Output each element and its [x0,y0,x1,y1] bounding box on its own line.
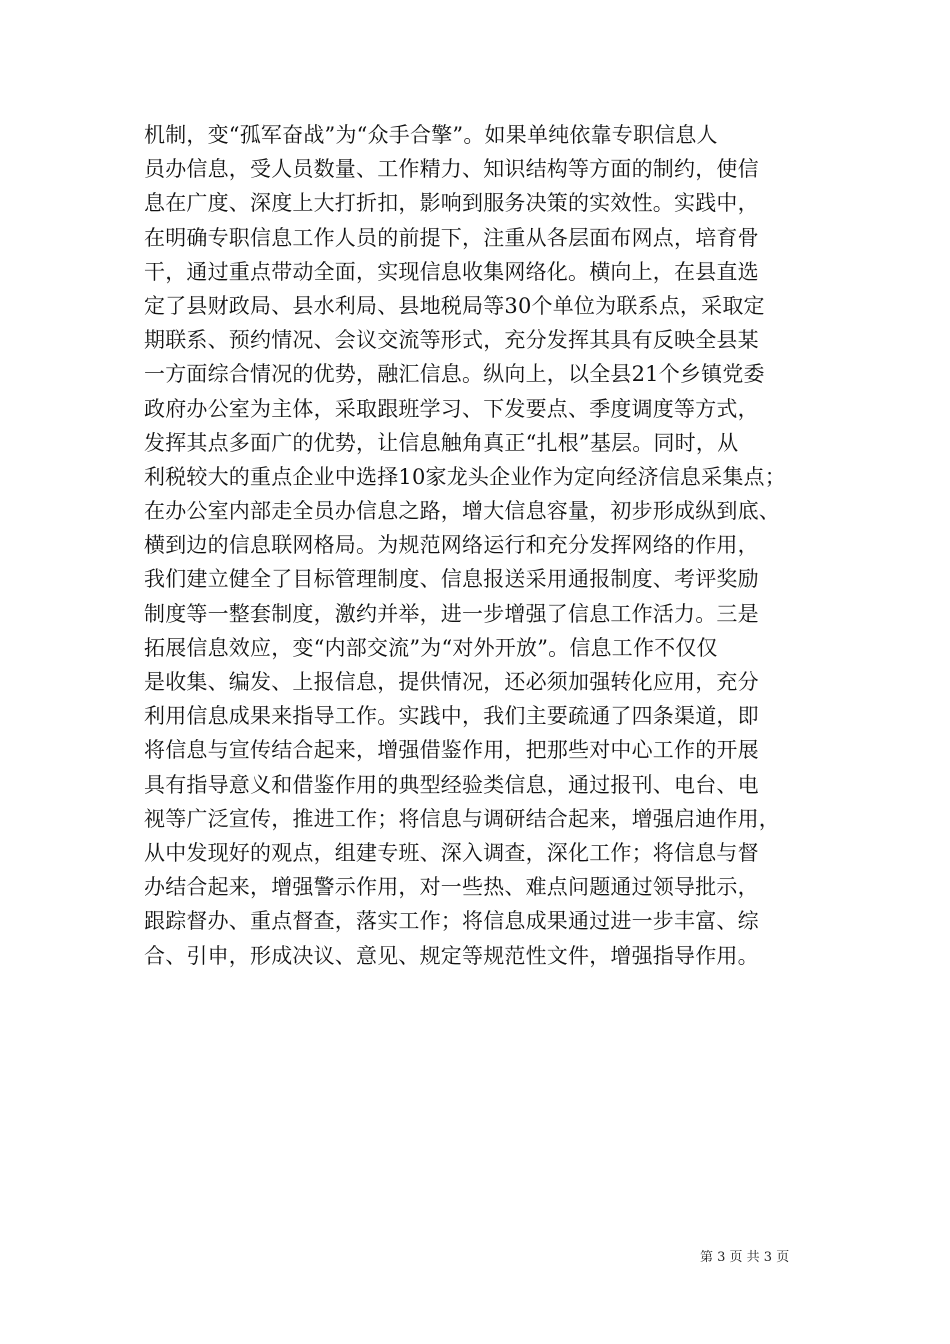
text-line: 制度等一整套制度，激约并举，进一步增强了信息工作活力。三是 [144,601,759,626]
text-line: 将信息与宣传结合起来，增强借鉴作用，把那些对中心工作的开展 [144,738,759,763]
text-line: 办结合起来，增强警示作用，对一些热、难点问题通过领导批示， [144,875,759,900]
text-line: 是收集、编发、上报信息，提供情况，还必须加强转化应用，充分 [144,670,759,694]
text-line: 发挥其点多面广的优势，让信息触角真正“扎根”基层。同时，从 [144,430,739,455]
text-line: 利税较大的重点企业中选择10家龙头企业作为定向经济信息采集点； [144,464,786,489]
text-line: 合、引申，形成决议、意见、规定等规范性文件，增强指导作用。 [144,943,759,968]
text-line: 期联系、预约情况、会议交流等形式，充分发挥其具有反映全县某 [144,328,759,353]
page-number-footer: 第 3 页 共 3 页 [700,1250,790,1265]
text-line: 机制，变“孤军奋战”为“众手合擎”。如果单纯依靠专职信息人 [144,123,718,147]
text-line: 具有指导意义和借鉴作用的典型经验类信息，通过报刊、电台、电 [144,772,759,797]
text-line: 干，通过重点带动全面，实现信息收集网络化。横向上，在县直选 [144,259,759,284]
text-line: 横到边的信息联网格局。为规范网络运行和充分发挥网络的作用， [144,533,759,558]
text-line: 在明确专职信息工作人员的前提下，注重从各层面布网点，培育骨 [144,225,759,250]
text-line: 一方面综合情况的优势，融汇信息。纵向上，以全县21个乡镇党委 [144,362,765,387]
text-line: 利用信息成果来指导工作。实践中，我们主要疏通了四条渠道，即 [144,704,759,729]
body-text [144,118,814,973]
text-line: 定了县财政局、县水利局、县地税局等30个单位为联系点，采取定 [144,293,765,318]
text-line: 拓展信息效应，变“内部交流”为“对外开放”。信息工作不仅仅 [144,635,718,660]
text-line: 息在广度、深度上大打折扣，影响到服务决策的实效性。实践中， [144,191,759,216]
text-line: 我们建立健全了目标管理制度、信息报送采用通报制度、考评奖励 [144,567,759,592]
text-line: 员办信息，受人员数量、工作精力、知识结构等方面的制约，使信 [144,157,759,182]
text-line: 政府办公室为主体，采取跟班学习、下发要点、季度调度等方式， [144,396,759,421]
text-line: 在办公室内部走全员办信息之路，增大信息容量，初步形成纵到底、 [144,499,780,524]
text-line: 视等广泛宣传，推进工作；将信息与调研结合起来，增强启迪作用， [144,806,780,831]
text-line: 从中发现好的观点，组建专班、深入调查，深化工作；将信息与督 [144,840,759,865]
text-line: 跟踪督办、重点督查，落实工作；将信息成果通过进一步丰富、综 [144,909,759,934]
